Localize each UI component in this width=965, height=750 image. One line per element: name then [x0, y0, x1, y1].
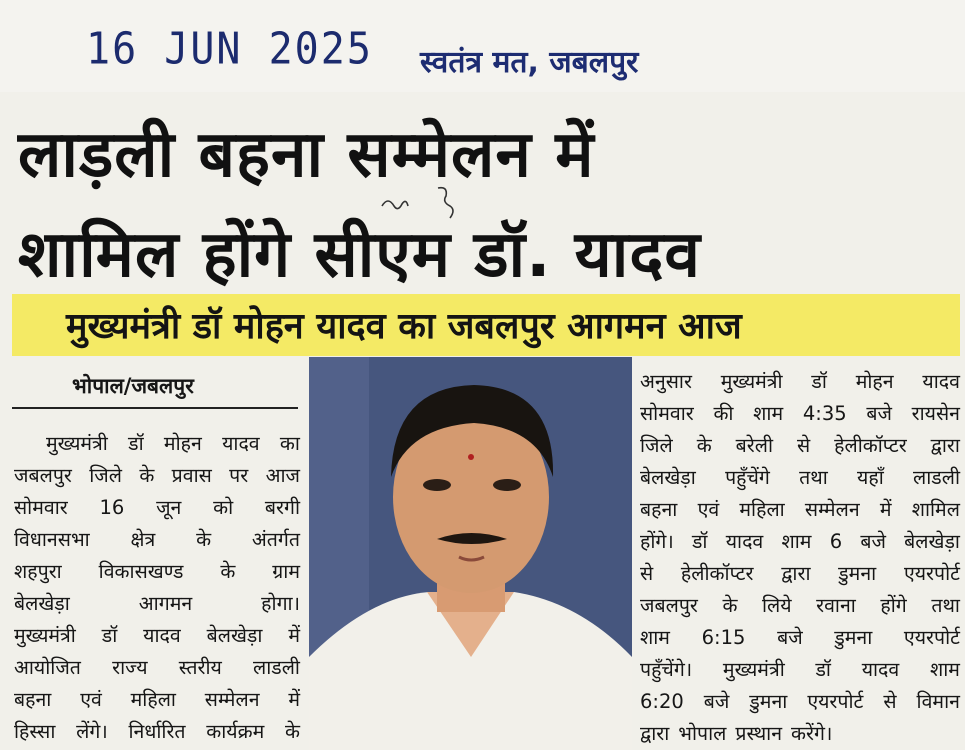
article-line: विधानसभा क्षेत्र के अंतर्गत — [14, 528, 300, 551]
dateline-rule — [12, 407, 298, 409]
article-line: होंगे। डॉ यादव शाम 6 बजे बेलखेड़ा — [640, 530, 960, 553]
article-line: सोमवार 16 जून को बरगी — [14, 496, 300, 519]
article-line: बहना एवं महिला सम्मेलन में — [14, 688, 300, 711]
article-line: से हेलीकॉप्टर द्वारा डुमना एयरपोर्ट — [640, 562, 960, 585]
person-portrait-image — [309, 357, 632, 750]
article-line: बेलखेड़ा आगमन होगा। — [14, 592, 300, 615]
article-right-column — [640, 366, 960, 750]
article-line: शाम 6:15 बजे डुमना एयरपोर्ट — [640, 626, 960, 649]
article-left-column — [14, 428, 300, 748]
article-line: आयोजित राज्य स्तरीय लाडली — [14, 656, 300, 679]
article-line: हिस्सा लेंगे। निर्धारित कार्यक्रम के — [14, 720, 300, 743]
article-line: 6:20 बजे डुमना एयरपोर्ट से विमान — [640, 690, 960, 713]
article-line: पहुँचेंगे। मुख्यमंत्री डॉ यादव शाम — [640, 658, 960, 681]
article-line: मुख्यमंत्री डॉ यादव बेलखेड़ा में — [14, 624, 300, 647]
newspaper-source-stamp: स्वतंत्र मत, जबलपुर — [420, 45, 639, 80]
dateline: भोपाल/जबलपुर — [72, 374, 194, 398]
portrait-photo — [309, 357, 632, 750]
article-line: जबलपुर जिले के प्रवास पर आज — [14, 464, 300, 487]
article-line: अनुसार मुख्यमंत्री डॉ मोहन यादव — [640, 370, 960, 393]
article-line: बेलखेड़ा पहुँचेंगे तथा यहाँ लाडली — [640, 466, 960, 489]
article-line: जबलपुर के लिये रवाना होंगे तथा — [640, 594, 960, 617]
headline-line-2: शामिल होंगे सीएम डॉ. यादव — [18, 218, 701, 292]
pen-annotation-scribble — [378, 184, 470, 224]
article-line: बहना एवं महिला सम्मेलन में शामिल — [640, 498, 960, 521]
date-stamp: 16 JUN 2025 — [86, 23, 373, 75]
article-line: द्वारा भोपाल प्रस्थान करेंगे। — [640, 722, 833, 745]
headline-line-1: लाड़ली बहना सम्मेलन में — [18, 118, 595, 192]
article-line: शहपुरा विकासखण्ड के ग्राम — [14, 560, 300, 583]
article-line: जिले के बरेली से हेलीकॉप्टर द्वारा — [640, 434, 960, 457]
article-line: मुख्यमंत्री डॉ मोहन यादव का — [46, 432, 300, 455]
subheadline: मुख्यमंत्री डॉ मोहन यादव का जबलपुर आगमन आज — [66, 306, 742, 347]
article-line: सोमवार की शाम 4:35 बजे रायसेन — [640, 402, 960, 425]
